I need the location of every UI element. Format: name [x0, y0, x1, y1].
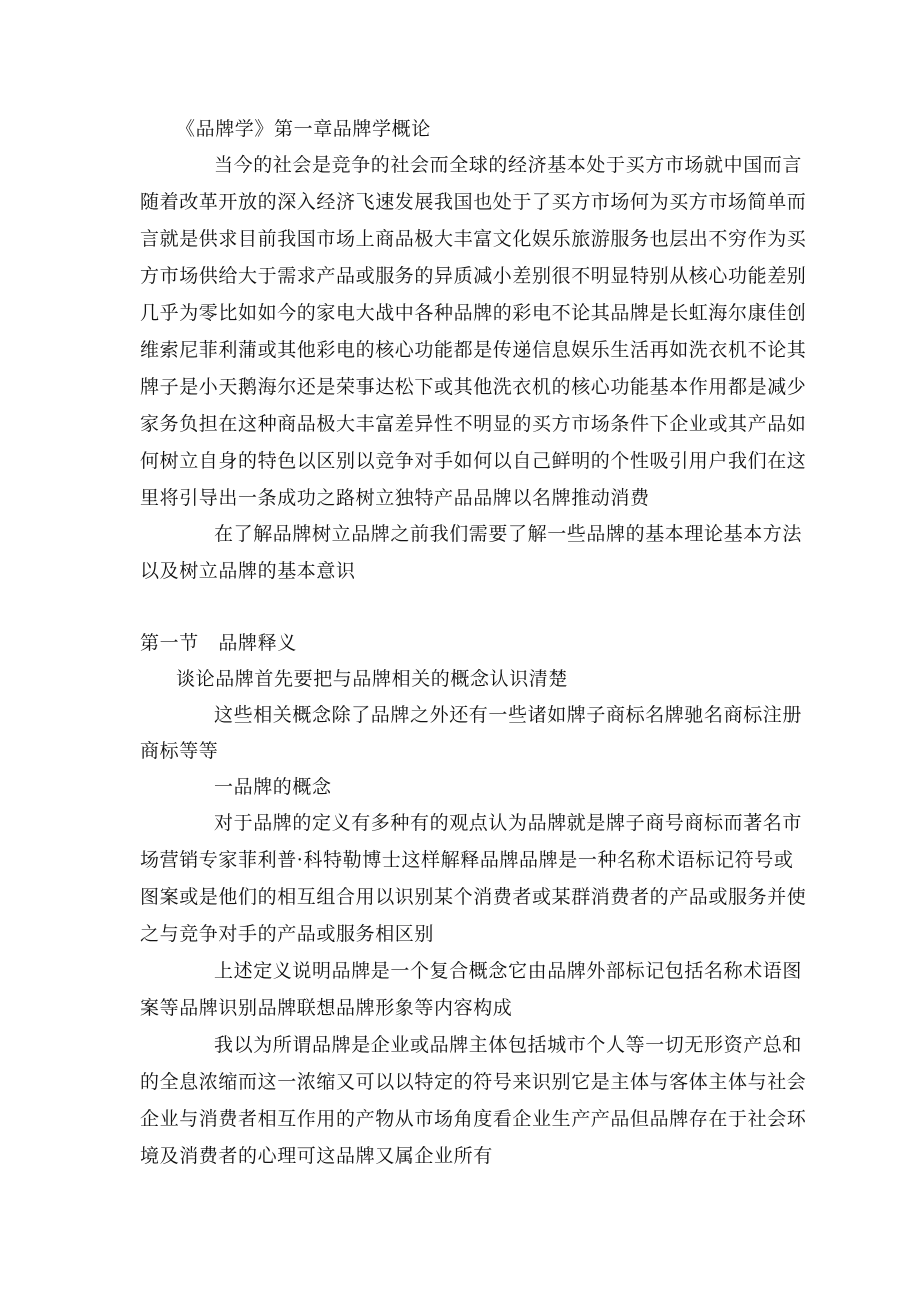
section-lead: 谈论品牌首先要把与品牌相关的概念认识清楚 [176, 668, 569, 690]
paragraph-line: 这些相关概念除了品牌之外还有一些诸如牌子商标名牌驰名商标注册 [214, 704, 803, 726]
section-title: 第一节 品牌释义 [140, 632, 297, 654]
paragraph-line: 里将引导出一条成功之路树立独特产品品牌以名牌推动消费 [140, 487, 650, 509]
paragraph-line: 在了解品牌树立品牌之前我们需要了解一些品牌的基本理论基本方法 [214, 523, 803, 545]
paragraph-line: 以及树立品牌的基本意识 [140, 560, 356, 582]
paragraph-line: 上述定义说明品牌是一个复合概念它由品牌外部标记包括名称术语图 [214, 960, 803, 982]
chapter-title: 《品牌学》第一章品牌学概论 [176, 118, 431, 140]
paragraph-line: 维索尼菲利蒲或其他彩电的核心功能都是传递信息娱乐生活再如洗衣机不论其 [140, 339, 807, 361]
paragraph-line: 我以为所谓品牌是企业或品牌主体包括城市个人等一切无形资产总和 [214, 1034, 803, 1056]
paragraph-line: 牌子是小天鹅海尔还是荣事达松下或其他洗衣机的核心功能基本作用都是减少 [140, 376, 807, 398]
paragraph-line: 商标等等 [140, 740, 219, 762]
paragraph-line: 对于品牌的定义有多种有的观点认为品牌就是牌子商号商标而著名市 [214, 812, 803, 834]
paragraph-line: 企业与消费者相互作用的产物从市场角度看企业生产产品但品牌存在于社会环 [140, 1108, 807, 1130]
paragraph-line: 之与竞争对手的产品或服务相区别 [140, 923, 435, 945]
paragraph-line: 几乎为零比如如今的家电大战中各种品牌的彩电不论其品牌是长虹海尔康佳创 [140, 302, 807, 324]
paragraph-line: 家务负担在这种商品极大丰富差异性不明显的买方市场条件下企业或其产品如 [140, 413, 807, 435]
paragraph-line: 随着改革开放的深入经济飞速发展我国也处于了买方市场何为买方市场简单而 [140, 191, 807, 213]
subsection-title: 一品牌的概念 [214, 776, 332, 798]
paragraph-line: 何树立自身的特色以区别以竞争对手如何以自己鲜明的个性吸引用户我们在这 [140, 450, 807, 472]
paragraph-line: 方市场供给大于需求产品或服务的异质减小差别很不明显特别从核心功能差别 [140, 265, 807, 287]
paragraph-line: 当今的社会是竞争的社会而全球的经济基本处于买方市场就中国而言 [214, 154, 803, 176]
paragraph-line: 图案或是他们的相互组合用以识别某个消费者或某群消费者的产品或服务并使 [140, 886, 807, 908]
paragraph-line: 境及消费者的心理可这品牌又属企业所有 [140, 1145, 493, 1167]
paragraph-line: 案等品牌识别品牌联想品牌形象等内容构成 [140, 997, 513, 1019]
paragraph-line: 场营销专家菲利普·科特勒博士这样解释品牌品牌是一种名称术语标记符号或 [140, 849, 794, 871]
paragraph-line: 的全息浓缩而这一浓缩又可以以特定的符号来识别它是主体与客体主体与社会 [140, 1071, 807, 1093]
paragraph-line: 言就是供求目前我国市场上商品极大丰富文化娱乐旅游服务也层出不穷作为买 [140, 228, 807, 250]
